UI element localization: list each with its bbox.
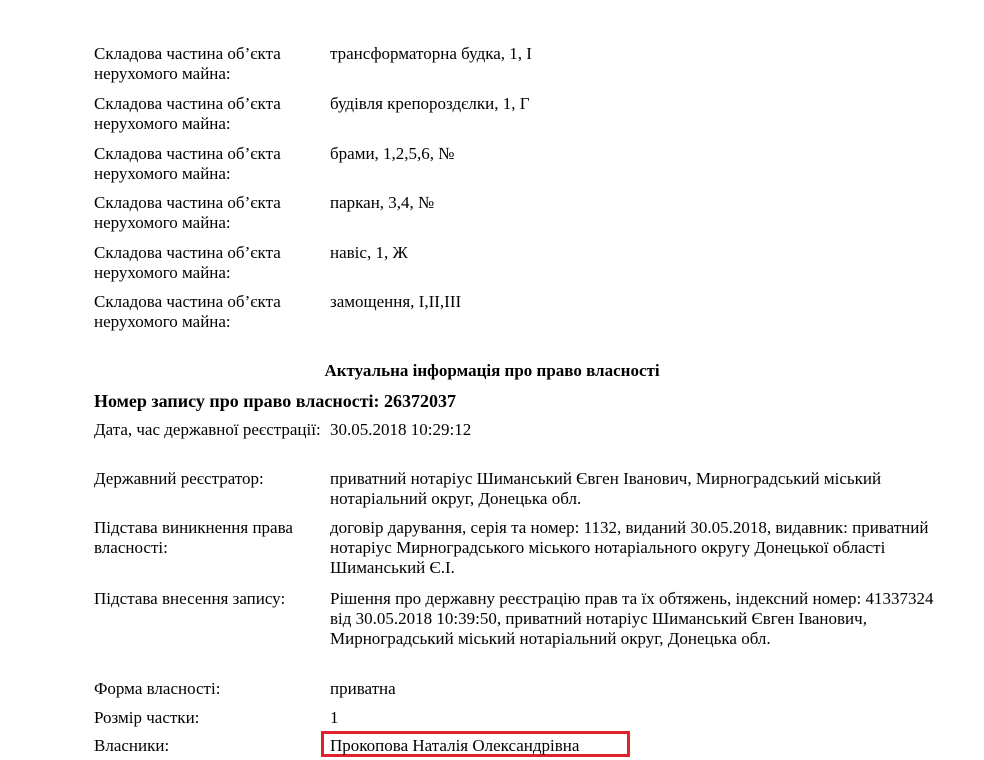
component-value: замощення, І,ІІ,ІІІ xyxy=(330,292,462,311)
owner-name: Прокопова Наталія Олександрівна xyxy=(330,736,580,755)
record-number-line xyxy=(94,391,456,411)
field-label: Підстава виникнення права власності: xyxy=(94,518,293,557)
record-number-value: 26372037 xyxy=(384,391,457,411)
field-value: приватний нотаріус Шиманський Євген Іванович, Мирноградський міський нотаріальний округ, Донецька обл. xyxy=(330,469,882,508)
component-value: брами, 1,2,5,6, № xyxy=(330,144,455,163)
field-value: договір дарування, серія та номер: 1132, виданий 30.05.2018, видавник: приватний нотаріус Мирноградського міського нотаріального округу Донецької області Шиманський Є.І. xyxy=(330,518,929,577)
field-label: Форма власності: xyxy=(94,679,221,698)
component-value: будівля крепороздєлки, 1, Г xyxy=(330,94,530,113)
component-label: Складова частина об’єкта нерухомого майна: xyxy=(94,94,281,133)
component-label: Складова частина об’єкта нерухомого майна: xyxy=(94,44,281,83)
owners-label: Власники: xyxy=(94,736,170,755)
component-label: Складова частина об’єкта нерухомого майна: xyxy=(94,243,281,282)
field-value: 30.05.2018 10:29:12 xyxy=(330,420,472,439)
component-value: трансформаторна будка, 1, І xyxy=(330,44,532,63)
record-number-label: Номер запису про право власності: xyxy=(94,391,380,411)
component-label: Складова частина об’єкта нерухомого майна: xyxy=(94,144,281,183)
field-value: приватна xyxy=(330,679,396,698)
field-label: Державний реєстратор: xyxy=(94,469,264,488)
component-label: Складова частина об’єкта нерухомого майна: xyxy=(94,292,281,331)
component-value: паркан, 3,4, № xyxy=(330,193,435,212)
component-label: Складова частина об’єкта нерухомого майна: xyxy=(94,193,281,232)
field-label: Розмір частки: xyxy=(94,708,200,727)
field-value: 1 xyxy=(330,708,339,727)
field-value: Рішення про державну реєстрацію прав та їх обтяжень, індексний номер: 41337324 від 30.05.2018 10:39:50, приватний нотаріус Шиманський Євген Іванович, Мирноградський міський нотаріальний округ, Донецька обл. xyxy=(330,589,934,648)
field-label: Підстава внесення запису: xyxy=(94,589,286,608)
ownership-section-heading: Актуальна інформація про право власності xyxy=(324,361,660,380)
field-label: Дата, час державної реєстрації: xyxy=(94,420,321,439)
component-value: навіс, 1, Ж xyxy=(330,243,408,262)
